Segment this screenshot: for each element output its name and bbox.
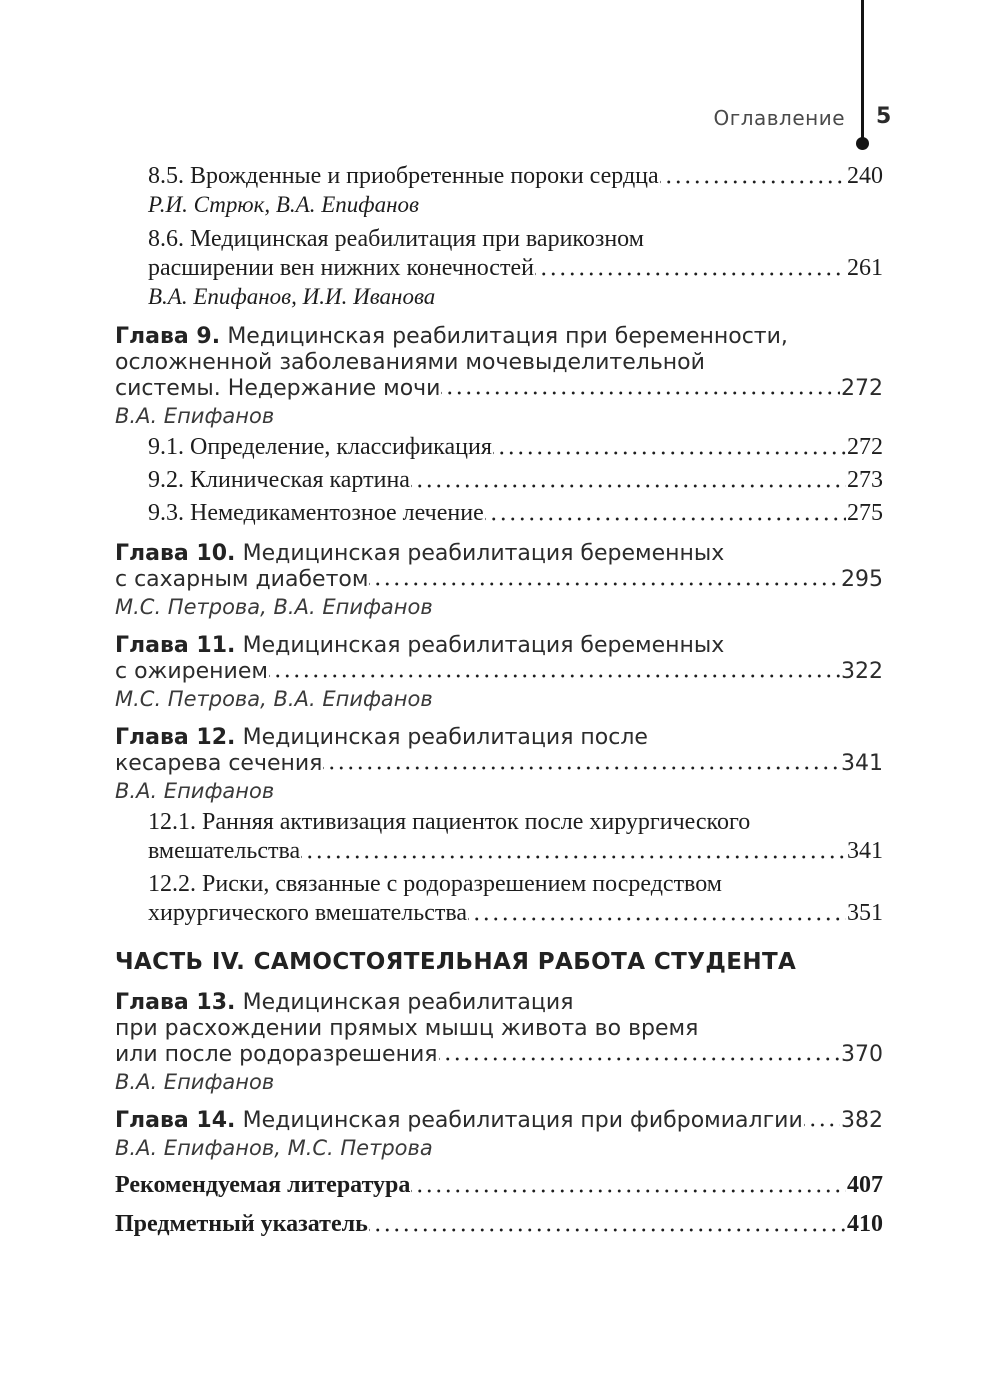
entry-line <box>115 567 883 593</box>
entry-text: 8.5. Врожденные и приобретенные пороки сердца <box>148 163 659 189</box>
chapter-number-label: Глава 9. <box>115 324 221 349</box>
entry-text: 12.1. Ранняя активизация пациенток после хирургического <box>148 809 751 835</box>
entry-page-number: 322 <box>841 659 883 684</box>
chapter-number-label: Глава 10. <box>115 541 236 566</box>
entry-line <box>115 725 883 751</box>
toc-entry-chapter <box>115 1108 883 1134</box>
entry-line <box>115 1170 883 1200</box>
entry-text: Предметный указатель <box>115 1211 368 1237</box>
toc-entry-subsection <box>115 870 883 928</box>
entry-page-number: 407 <box>847 1172 883 1198</box>
entry-text: при расхождении прямых мышц живота во время <box>115 1016 699 1041</box>
toc-entry-subsection <box>115 162 883 191</box>
entry-line <box>115 1108 883 1134</box>
toc-entry-chapter <box>115 324 883 402</box>
dot-leader <box>804 1108 840 1134</box>
authors-line: В.А. Епифанов, И.И. Иванова <box>148 284 436 309</box>
entry-text: с ожирением <box>115 659 268 684</box>
dot-leader <box>439 1042 840 1068</box>
dot-leader <box>493 433 846 462</box>
entry-page-number: 341 <box>847 838 883 864</box>
entry-line <box>115 633 883 659</box>
entry-line <box>115 350 883 376</box>
entry-text: Медицинская реабилитация <box>242 990 574 1015</box>
entry-text: Медицинская реабилитация беременных <box>242 541 725 566</box>
entry-page-number: 370 <box>841 1042 883 1067</box>
entry-text: 9.2. Клиническая картина <box>148 467 410 493</box>
dot-leader <box>369 1209 846 1239</box>
dot-leader <box>411 466 846 495</box>
authors-line: В.А. Епифанов <box>115 779 275 803</box>
entry-line <box>115 1042 883 1068</box>
toc-entry-chapter <box>115 725 883 777</box>
entry-line <box>148 162 883 191</box>
entry-text: 12.2. Риски, связанные с родоразрешением посредством <box>148 871 722 897</box>
running-title: Оглавление <box>713 106 845 130</box>
part-heading: ЧАСТЬ IV. САМОСТОЯТЕЛЬНАЯ РАБОТА СТУДЕНТА <box>115 949 797 975</box>
entry-line <box>115 990 883 1016</box>
entry-line <box>148 225 883 254</box>
toc-entry-chapter <box>115 541 883 593</box>
entry-line <box>115 1016 883 1042</box>
entry-text: расширении вен нижних конечностей <box>148 255 534 281</box>
entry-line <box>148 837 883 866</box>
entry-page-number: 273 <box>847 467 883 493</box>
entry-text: кесарева сечения <box>115 751 323 776</box>
entry-text: Медицинская реабилитация беременных <box>242 633 725 658</box>
chapter-number-label: Глава 11. <box>115 633 236 658</box>
toc-entry-chapter <box>115 990 883 1068</box>
entry-page-number: 410 <box>847 1211 883 1237</box>
authors-line: В.А. Епифанов, М.С. Петрова <box>115 1136 433 1160</box>
entry-line <box>115 324 883 350</box>
folio-page-number: 5 <box>876 104 892 129</box>
toc-entry-subsection <box>115 433 883 462</box>
toc-entry-subsection <box>115 499 883 528</box>
toc-entry-backmatter <box>115 1209 883 1239</box>
entry-page-number: 275 <box>847 500 883 526</box>
authors-line: В.А. Епифанов <box>115 404 275 428</box>
entry-text: Медицинская реабилитация после <box>242 725 648 750</box>
authors-line: В.А. Епифанов <box>115 1070 275 1094</box>
dot-leader <box>323 751 840 777</box>
entry-line <box>115 659 883 685</box>
dot-leader <box>485 499 846 528</box>
toc-entry-backmatter <box>115 1170 883 1200</box>
authors-line: М.С. Петрова, В.А. Епифанов <box>115 595 433 619</box>
entry-text: 9.1. Определение, классификация <box>148 434 492 460</box>
entry-page-number: 341 <box>841 751 883 776</box>
entry-line <box>148 899 883 928</box>
toc-entry-subsection <box>115 225 883 283</box>
entry-line <box>115 1209 883 1239</box>
entry-page-number: 295 <box>841 567 883 592</box>
dot-leader <box>369 567 840 593</box>
toc-entry-chapter <box>115 633 883 685</box>
entry-line <box>115 541 883 567</box>
entry-text: Медицинская реабилитация при фибромиалгии <box>242 1108 803 1133</box>
entry-line <box>148 433 883 462</box>
entry-text: 9.3. Немедикаментозное лечение <box>148 500 484 526</box>
entry-page-number: 240 <box>847 163 883 189</box>
entry-text: вмешательства <box>148 838 301 864</box>
authors-line: М.С. Петрова, В.А. Епифанов <box>115 687 433 711</box>
entry-text: или после родоразрешения <box>115 1042 438 1067</box>
toc-entry-subsection <box>115 466 883 495</box>
entry-text: Медицинская реабилитация при беременности, <box>227 324 788 349</box>
dot-leader <box>468 899 846 928</box>
entry-page-number: 351 <box>847 900 883 926</box>
dot-leader <box>411 1170 846 1200</box>
entry-page-number: 272 <box>847 434 883 460</box>
dot-leader <box>660 162 846 191</box>
entry-line <box>148 254 883 283</box>
entry-text: 8.6. Медицинская реабилитация при варикозном <box>148 226 644 252</box>
header-rule <box>861 0 864 139</box>
entry-line <box>148 466 883 495</box>
entry-text: хирургического вмешательства <box>148 900 468 926</box>
entry-page-number: 261 <box>847 255 883 281</box>
dot-leader <box>535 254 846 283</box>
entry-page-number: 272 <box>841 376 883 401</box>
toc-list <box>115 158 883 1239</box>
entry-page-number: 382 <box>841 1108 883 1133</box>
header-rule-dot <box>856 137 869 150</box>
entry-line <box>148 870 883 899</box>
chapter-number-label: Глава 14. <box>115 1108 236 1133</box>
entry-text: системы. Недержание мочи <box>115 376 441 401</box>
dot-leader <box>269 659 840 685</box>
entry-line <box>148 808 883 837</box>
toc-entry-subsection <box>115 808 883 866</box>
entry-line <box>115 751 883 777</box>
chapter-number-label: Глава 13. <box>115 990 236 1015</box>
authors-line: Р.И. Стрюк, В.А. Епифанов <box>148 192 419 217</box>
dot-leader <box>301 837 846 866</box>
entry-line <box>115 376 883 402</box>
chapter-number-label: Глава 12. <box>115 725 236 750</box>
entry-text: Рекомендуемая литература <box>115 1172 411 1198</box>
entry-line <box>148 499 883 528</box>
entry-text: осложненной заболеваниями мочевыделительной <box>115 350 705 375</box>
entry-text: с сахарным диабетом <box>115 567 369 592</box>
dot-leader <box>441 376 840 402</box>
